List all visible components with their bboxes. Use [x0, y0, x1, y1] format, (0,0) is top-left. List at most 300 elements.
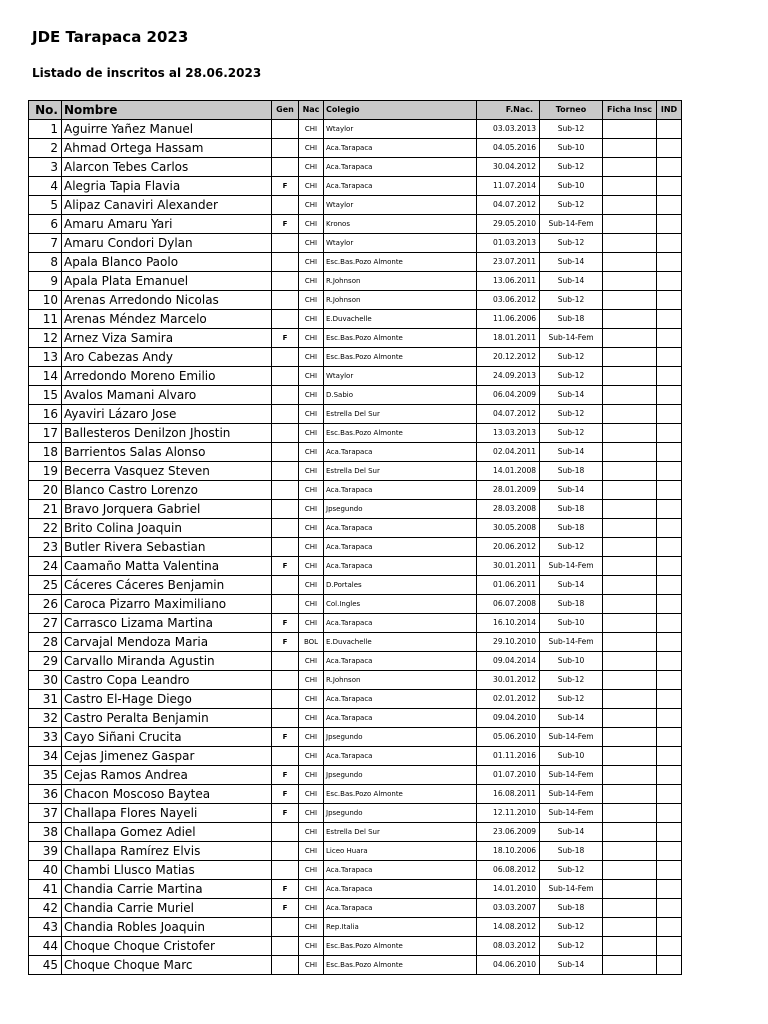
- cell-ficha-insc: [603, 538, 657, 557]
- cell-nationality: CHI: [299, 785, 324, 804]
- cell-ind: [657, 519, 682, 538]
- cell-nationality: CHI: [299, 139, 324, 158]
- table-row: [29, 424, 682, 443]
- cell-tournament: Sub-10: [540, 139, 603, 158]
- cell-name: Arenas Méndez Marcelo: [62, 310, 272, 329]
- cell-number: 9: [29, 272, 62, 291]
- cell-school: Estrella Del Sur: [324, 462, 477, 481]
- cell-birthdate: 01.06.2011: [477, 576, 540, 595]
- cell-birthdate: 03.06.2012: [477, 291, 540, 310]
- cell-birthdate: 01.03.2013: [477, 234, 540, 253]
- cell-birthdate: 28.03.2008: [477, 500, 540, 519]
- cell-number: 1: [29, 120, 62, 139]
- cell-number: 12: [29, 329, 62, 348]
- cell-tournament: Sub-14: [540, 709, 603, 728]
- cell-tournament: Sub-12: [540, 937, 603, 956]
- cell-ficha-insc: [603, 823, 657, 842]
- cell-gender: [272, 424, 299, 443]
- cell-ficha-insc: [603, 139, 657, 158]
- cell-birthdate: 16.08.2011: [477, 785, 540, 804]
- cell-tournament: Sub-14: [540, 576, 603, 595]
- cell-ind: [657, 215, 682, 234]
- cell-gender: [272, 272, 299, 291]
- cell-tournament: Sub-12: [540, 291, 603, 310]
- table-row: [29, 880, 682, 899]
- cell-ind: [657, 272, 682, 291]
- cell-name: Caamaño Matta Valentina: [62, 557, 272, 576]
- cell-tournament: Sub-18: [540, 595, 603, 614]
- cell-birthdate: 24.09.2013: [477, 367, 540, 386]
- cell-number: 24: [29, 557, 62, 576]
- cell-gender: F: [272, 804, 299, 823]
- cell-gender: [272, 519, 299, 538]
- cell-ind: [657, 918, 682, 937]
- cell-tournament: Sub-18: [540, 519, 603, 538]
- table-row: [29, 633, 682, 652]
- cell-gender: [272, 367, 299, 386]
- cell-nationality: CHI: [299, 158, 324, 177]
- cell-ind: [657, 747, 682, 766]
- cell-ind: [657, 310, 682, 329]
- cell-number: 23: [29, 538, 62, 557]
- table-row: [29, 139, 682, 158]
- cell-birthdate: 04.06.2010: [477, 956, 540, 975]
- cell-name: Amaru Amaru Yari: [62, 215, 272, 234]
- cell-gender: [272, 576, 299, 595]
- cell-name: Carrasco Lizama Martina: [62, 614, 272, 633]
- cell-birthdate: 14.01.2008: [477, 462, 540, 481]
- cell-name: Apala Blanco Paolo: [62, 253, 272, 272]
- table-row: [29, 500, 682, 519]
- cell-gender: [272, 500, 299, 519]
- cell-number: 7: [29, 234, 62, 253]
- cell-name: Aro Cabezas Andy: [62, 348, 272, 367]
- cell-school: Jpsegundo: [324, 728, 477, 747]
- cell-ficha-insc: [603, 899, 657, 918]
- cell-nationality: CHI: [299, 215, 324, 234]
- cell-tournament: Sub-14-Fem: [540, 215, 603, 234]
- cell-number: 11: [29, 310, 62, 329]
- cell-gender: [272, 386, 299, 405]
- cell-birthdate: 09.04.2014: [477, 652, 540, 671]
- cell-nationality: CHI: [299, 861, 324, 880]
- cell-tournament: Sub-14-Fem: [540, 880, 603, 899]
- cell-name: Arredondo Moreno Emilio: [62, 367, 272, 386]
- table-row: [29, 443, 682, 462]
- cell-ficha-insc: [603, 709, 657, 728]
- cell-name: Caroca Pizarro Maximiliano: [62, 595, 272, 614]
- cell-nationality: CHI: [299, 424, 324, 443]
- table-row: [29, 538, 682, 557]
- cell-school: Esc.Bas.Pozo Almonte: [324, 785, 477, 804]
- cell-birthdate: 30.01.2012: [477, 671, 540, 690]
- cell-birthdate: 06.07.2008: [477, 595, 540, 614]
- cell-gender: F: [272, 329, 299, 348]
- cell-ind: [657, 728, 682, 747]
- cell-nationality: CHI: [299, 386, 324, 405]
- table-header-row: [29, 101, 682, 120]
- cell-tournament: Sub-14-Fem: [540, 557, 603, 576]
- table-body: [29, 120, 682, 975]
- cell-tournament: Sub-18: [540, 899, 603, 918]
- cell-gender: [272, 861, 299, 880]
- cell-ficha-insc: [603, 386, 657, 405]
- cell-birthdate: 30.05.2008: [477, 519, 540, 538]
- cell-nationality: CHI: [299, 652, 324, 671]
- cell-number: 22: [29, 519, 62, 538]
- cell-nationality: CHI: [299, 177, 324, 196]
- cell-tournament: Sub-14: [540, 386, 603, 405]
- cell-school: Col.Ingles: [324, 595, 477, 614]
- cell-ficha-insc: [603, 804, 657, 823]
- cell-number: 26: [29, 595, 62, 614]
- cell-birthdate: 30.01.2011: [477, 557, 540, 576]
- cell-number: 18: [29, 443, 62, 462]
- cell-birthdate: 20.12.2012: [477, 348, 540, 367]
- cell-ind: [657, 595, 682, 614]
- cell-name: Aguirre Yañez Manuel: [62, 120, 272, 139]
- table-row: [29, 253, 682, 272]
- cell-birthdate: 20.06.2012: [477, 538, 540, 557]
- cell-ficha-insc: [603, 633, 657, 652]
- cell-tournament: Sub-14-Fem: [540, 728, 603, 747]
- cell-ficha-insc: [603, 861, 657, 880]
- cell-nationality: CHI: [299, 253, 324, 272]
- cell-birthdate: 28.01.2009: [477, 481, 540, 500]
- cell-tournament: Sub-12: [540, 690, 603, 709]
- cell-nationality: CHI: [299, 823, 324, 842]
- cell-ficha-insc: [603, 177, 657, 196]
- cell-school: Aca.Tarapaca: [324, 158, 477, 177]
- cell-birthdate: 30.04.2012: [477, 158, 540, 177]
- cell-ficha-insc: [603, 310, 657, 329]
- cell-ficha-insc: [603, 557, 657, 576]
- column-header-nac: Nac: [299, 101, 324, 120]
- cell-number: 37: [29, 804, 62, 823]
- cell-school: D.Portales: [324, 576, 477, 595]
- cell-ind: [657, 614, 682, 633]
- cell-ficha-insc: [603, 937, 657, 956]
- cell-ficha-insc: [603, 595, 657, 614]
- cell-name: Cejas Jimenez Gaspar: [62, 747, 272, 766]
- cell-name: Brito Colina Joaquin: [62, 519, 272, 538]
- cell-tournament: Sub-12: [540, 367, 603, 386]
- cell-tournament: Sub-14: [540, 956, 603, 975]
- cell-ind: [657, 481, 682, 500]
- cell-ficha-insc: [603, 652, 657, 671]
- cell-nationality: CHI: [299, 956, 324, 975]
- cell-nationality: CHI: [299, 690, 324, 709]
- cell-gender: F: [272, 766, 299, 785]
- cell-school: Aca.Tarapaca: [324, 557, 477, 576]
- table-row: [29, 576, 682, 595]
- cell-birthdate: 29.10.2010: [477, 633, 540, 652]
- cell-tournament: Sub-12: [540, 234, 603, 253]
- cell-name: Cayo Siñani Crucita: [62, 728, 272, 747]
- cell-number: 15: [29, 386, 62, 405]
- cell-school: R.Johnson: [324, 272, 477, 291]
- table-row: [29, 367, 682, 386]
- cell-birthdate: 18.01.2011: [477, 329, 540, 348]
- cell-ficha-insc: [603, 120, 657, 139]
- cell-gender: [272, 918, 299, 937]
- cell-school: Aca.Tarapaca: [324, 614, 477, 633]
- cell-nationality: CHI: [299, 804, 324, 823]
- cell-school: Wtaylor: [324, 234, 477, 253]
- cell-tournament: Sub-12: [540, 348, 603, 367]
- cell-nationality: CHI: [299, 481, 324, 500]
- cell-gender: [272, 196, 299, 215]
- column-header-fnac: F.Nac.: [477, 101, 540, 120]
- cell-name: Arnez Viza Samira: [62, 329, 272, 348]
- cell-school: Aca.Tarapaca: [324, 139, 477, 158]
- table-row: [29, 462, 682, 481]
- cell-ind: [657, 709, 682, 728]
- cell-name: Chandia Carrie Muriel: [62, 899, 272, 918]
- cell-number: 36: [29, 785, 62, 804]
- table-row: [29, 918, 682, 937]
- cell-birthdate: 01.11.2016: [477, 747, 540, 766]
- cell-school: Estrella Del Sur: [324, 823, 477, 842]
- cell-ficha-insc: [603, 500, 657, 519]
- cell-nationality: BOL: [299, 633, 324, 652]
- cell-tournament: Sub-14: [540, 272, 603, 291]
- column-header-ficha: Ficha Insc: [603, 101, 657, 120]
- cell-number: 17: [29, 424, 62, 443]
- cell-birthdate: 14.08.2012: [477, 918, 540, 937]
- cell-school: Estrella Del Sur: [324, 405, 477, 424]
- cell-number: 43: [29, 918, 62, 937]
- cell-gender: F: [272, 899, 299, 918]
- cell-school: Esc.Bas.Pozo Almonte: [324, 253, 477, 272]
- cell-school: Esc.Bas.Pozo Almonte: [324, 348, 477, 367]
- cell-birthdate: 13.06.2011: [477, 272, 540, 291]
- cell-ficha-insc: [603, 690, 657, 709]
- cell-tournament: Sub-14-Fem: [540, 804, 603, 823]
- cell-gender: F: [272, 728, 299, 747]
- cell-nationality: CHI: [299, 519, 324, 538]
- cell-number: 35: [29, 766, 62, 785]
- cell-gender: F: [272, 633, 299, 652]
- cell-tournament: Sub-14-Fem: [540, 785, 603, 804]
- cell-name: Bravo Jorquera Gabriel: [62, 500, 272, 519]
- cell-ind: [657, 462, 682, 481]
- cell-tournament: Sub-14-Fem: [540, 633, 603, 652]
- cell-birthdate: 02.04.2011: [477, 443, 540, 462]
- cell-nationality: CHI: [299, 918, 324, 937]
- cell-tournament: Sub-18: [540, 842, 603, 861]
- cell-ficha-insc: [603, 481, 657, 500]
- cell-ficha-insc: [603, 348, 657, 367]
- cell-number: 14: [29, 367, 62, 386]
- cell-ind: [657, 500, 682, 519]
- cell-gender: [272, 291, 299, 310]
- column-header-ind: IND: [657, 101, 682, 120]
- cell-number: 39: [29, 842, 62, 861]
- cell-birthdate: 06.08.2012: [477, 861, 540, 880]
- table-row: [29, 899, 682, 918]
- cell-name: Challapa Ramírez Elvis: [62, 842, 272, 861]
- cell-birthdate: 12.11.2010: [477, 804, 540, 823]
- cell-ind: [657, 861, 682, 880]
- cell-school: Aca.Tarapaca: [324, 709, 477, 728]
- cell-gender: F: [272, 215, 299, 234]
- cell-ficha-insc: [603, 462, 657, 481]
- cell-number: 2: [29, 139, 62, 158]
- table-row: [29, 120, 682, 139]
- table-row: [29, 956, 682, 975]
- cell-gender: [272, 310, 299, 329]
- cell-ind: [657, 405, 682, 424]
- cell-nationality: CHI: [299, 291, 324, 310]
- table-row: [29, 158, 682, 177]
- cell-nationality: CHI: [299, 329, 324, 348]
- cell-ficha-insc: [603, 918, 657, 937]
- cell-number: 45: [29, 956, 62, 975]
- cell-number: 25: [29, 576, 62, 595]
- table-row: [29, 766, 682, 785]
- cell-nationality: CHI: [299, 500, 324, 519]
- cell-tournament: Sub-12: [540, 158, 603, 177]
- cell-tournament: Sub-18: [540, 500, 603, 519]
- cell-tournament: Sub-12: [540, 424, 603, 443]
- cell-ind: [657, 234, 682, 253]
- cell-ficha-insc: [603, 614, 657, 633]
- table-row: [29, 386, 682, 405]
- cell-ind: [657, 956, 682, 975]
- cell-name: Castro El-Hage Diego: [62, 690, 272, 709]
- cell-birthdate: 18.10.2006: [477, 842, 540, 861]
- cell-gender: F: [272, 785, 299, 804]
- cell-nationality: CHI: [299, 348, 324, 367]
- cell-ficha-insc: [603, 576, 657, 595]
- cell-nationality: CHI: [299, 671, 324, 690]
- cell-school: R.Johnson: [324, 671, 477, 690]
- cell-ind: [657, 329, 682, 348]
- cell-nationality: CHI: [299, 234, 324, 253]
- cell-nationality: CHI: [299, 443, 324, 462]
- cell-school: Aca.Tarapaca: [324, 690, 477, 709]
- cell-gender: [272, 405, 299, 424]
- cell-school: Jpsegundo: [324, 766, 477, 785]
- cell-nationality: CHI: [299, 462, 324, 481]
- table-row: [29, 690, 682, 709]
- cell-school: Aca.Tarapaca: [324, 538, 477, 557]
- cell-number: 44: [29, 937, 62, 956]
- cell-ind: [657, 823, 682, 842]
- cell-ficha-insc: [603, 329, 657, 348]
- cell-number: 16: [29, 405, 62, 424]
- cell-name: Ahmad Ortega Hassam: [62, 139, 272, 158]
- cell-gender: [272, 253, 299, 272]
- cell-school: R.Johnson: [324, 291, 477, 310]
- cell-school: Esc.Bas.Pozo Almonte: [324, 956, 477, 975]
- cell-name: Chandia Robles Joaquin: [62, 918, 272, 937]
- cell-ind: [657, 804, 682, 823]
- cell-number: 29: [29, 652, 62, 671]
- cell-ind: [657, 386, 682, 405]
- cell-birthdate: 01.07.2010: [477, 766, 540, 785]
- cell-ficha-insc: [603, 519, 657, 538]
- table-row: [29, 804, 682, 823]
- cell-birthdate: 05.06.2010: [477, 728, 540, 747]
- cell-name: Amaru Condori Dylan: [62, 234, 272, 253]
- cell-number: 28: [29, 633, 62, 652]
- cell-ind: [657, 443, 682, 462]
- cell-school: Aca.Tarapaca: [324, 652, 477, 671]
- cell-birthdate: 29.05.2010: [477, 215, 540, 234]
- cell-name: Barrientos Salas Alonso: [62, 443, 272, 462]
- cell-name: Chandia Carrie Martina: [62, 880, 272, 899]
- cell-gender: [272, 823, 299, 842]
- cell-nationality: CHI: [299, 595, 324, 614]
- table-row: [29, 177, 682, 196]
- cell-nationality: CHI: [299, 557, 324, 576]
- cell-birthdate: 04.07.2012: [477, 196, 540, 215]
- document-subtitle: Listado de inscritos al 28.06.2023: [32, 66, 262, 80]
- table-row: [29, 937, 682, 956]
- cell-ficha-insc: [603, 956, 657, 975]
- table-row: [29, 823, 682, 842]
- table-row: [29, 348, 682, 367]
- cell-tournament: Sub-10: [540, 614, 603, 633]
- cell-number: 5: [29, 196, 62, 215]
- cell-nationality: CHI: [299, 709, 324, 728]
- cell-number: 10: [29, 291, 62, 310]
- cell-school: Aca.Tarapaca: [324, 519, 477, 538]
- cell-gender: [272, 481, 299, 500]
- cell-ind: [657, 785, 682, 804]
- cell-number: 40: [29, 861, 62, 880]
- cell-ind: [657, 367, 682, 386]
- cell-gender: [272, 158, 299, 177]
- cell-gender: [272, 120, 299, 139]
- cell-name: Becerra Vasquez Steven: [62, 462, 272, 481]
- cell-birthdate: 03.03.2013: [477, 120, 540, 139]
- cell-number: 42: [29, 899, 62, 918]
- cell-name: Castro Copa Leandro: [62, 671, 272, 690]
- cell-ind: [657, 842, 682, 861]
- cell-birthdate: 09.04.2010: [477, 709, 540, 728]
- cell-school: Aca.Tarapaca: [324, 443, 477, 462]
- table-row: [29, 557, 682, 576]
- cell-ficha-insc: [603, 842, 657, 861]
- cell-school: Kronos: [324, 215, 477, 234]
- cell-ficha-insc: [603, 785, 657, 804]
- cell-gender: [272, 709, 299, 728]
- cell-school: Jpsegundo: [324, 804, 477, 823]
- cell-nationality: CHI: [299, 747, 324, 766]
- cell-number: 3: [29, 158, 62, 177]
- cell-gender: [272, 652, 299, 671]
- cell-tournament: Sub-12: [540, 918, 603, 937]
- cell-gender: [272, 690, 299, 709]
- cell-ficha-insc: [603, 671, 657, 690]
- table-row: [29, 519, 682, 538]
- cell-birthdate: 16.10.2014: [477, 614, 540, 633]
- cell-ind: [657, 899, 682, 918]
- cell-ficha-insc: [603, 405, 657, 424]
- cell-nationality: CHI: [299, 367, 324, 386]
- cell-name: Alipaz Canaviri Alexander: [62, 196, 272, 215]
- cell-number: 30: [29, 671, 62, 690]
- cell-ind: [657, 766, 682, 785]
- cell-school: Liceo Huara: [324, 842, 477, 861]
- cell-gender: F: [272, 880, 299, 899]
- cell-name: Cejas Ramos Andrea: [62, 766, 272, 785]
- cell-ficha-insc: [603, 158, 657, 177]
- cell-name: Chacon Moscoso Baytea: [62, 785, 272, 804]
